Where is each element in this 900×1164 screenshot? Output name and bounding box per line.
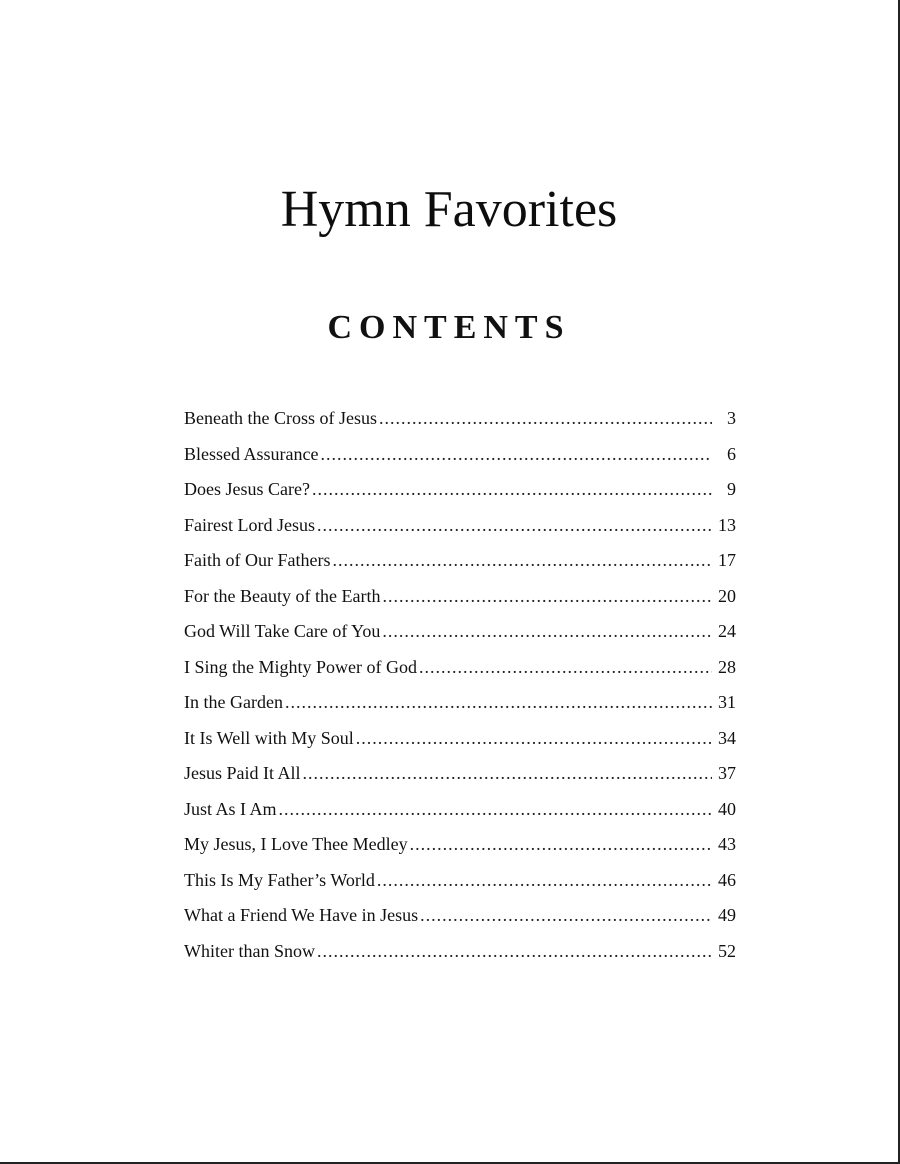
toc-entry-title: My Jesus, I Love Thee Medley	[184, 834, 408, 854]
toc-entry-page: 34	[718, 727, 736, 748]
toc-entry-page: 13	[718, 514, 736, 535]
toc-entry-page: 9	[727, 479, 736, 499]
toc-entry	[184, 614, 736, 650]
toc-entry	[184, 543, 736, 579]
toc-entry	[184, 650, 736, 686]
toc-entry-title: For the Beauty of the Earth	[184, 585, 381, 606]
toc-entry-title: This Is My Father’s World	[184, 869, 375, 890]
toc-entry	[184, 756, 736, 792]
toc-entry-page: 37	[718, 763, 736, 783]
toc-entry-title: God Will Take Care of You	[184, 621, 381, 641]
toc-leader-dots	[382, 579, 712, 615]
toc-leader-dots	[379, 401, 712, 437]
toc-entry-title: Whiter than Snow	[184, 940, 315, 961]
toc-entry	[184, 437, 736, 473]
toc-entry-page: 52	[718, 940, 736, 961]
toc-leader-dots	[317, 508, 712, 544]
toc-entry-page: 31	[718, 692, 736, 712]
toc-entry	[184, 508, 736, 544]
book-title: Hymn Favorites	[280, 181, 618, 238]
toc-entry-page: 40	[718, 798, 736, 819]
toc-leader-dots	[332, 543, 712, 579]
toc-entry-page: 43	[718, 834, 736, 854]
toc-entry-page: 20	[718, 585, 736, 606]
toc-leader-dots	[312, 472, 712, 508]
contents-heading: CONTENTS	[327, 309, 571, 346]
toc-entry-title: In the Garden	[184, 692, 283, 712]
toc-entry-title: Beneath the Cross of Jesus	[184, 408, 377, 428]
toc-entry-title: Fairest Lord Jesus	[184, 514, 315, 535]
toc-leader-dots	[320, 437, 712, 473]
table-of-contents	[184, 401, 736, 969]
toc-entry	[184, 401, 736, 437]
toc-entry-page: 17	[718, 550, 736, 570]
toc-entry-page: 28	[718, 656, 736, 677]
toc-entry-title: It Is Well with My Soul	[184, 727, 354, 748]
toc-leader-dots	[419, 650, 712, 686]
toc-entry-title: Blessed Assurance	[184, 443, 319, 464]
toc-leader-dots	[356, 721, 712, 757]
toc-entry-page: 6	[727, 443, 736, 464]
toc-entry	[184, 579, 736, 615]
toc-leader-dots	[382, 614, 712, 650]
toc-entry-title: What a Friend We Have in Jesus	[184, 905, 419, 925]
toc-leader-dots	[377, 863, 712, 899]
toc-entry	[184, 685, 736, 721]
toc-entry	[184, 472, 736, 508]
toc-entry-title: I Sing the Mighty Power of God	[184, 656, 417, 677]
toc-entry-title: Just As I Am	[184, 798, 277, 819]
toc-entry	[184, 792, 736, 828]
toc-leader-dots	[410, 827, 712, 863]
toc-leader-dots	[285, 685, 712, 721]
toc-leader-dots	[303, 756, 712, 792]
toc-entry-page: 46	[718, 869, 736, 890]
toc-entry-page: 49	[718, 905, 736, 925]
toc-entry	[184, 934, 736, 970]
toc-entry-page: 3	[727, 408, 736, 428]
toc-leader-dots	[420, 898, 712, 934]
toc-entry	[184, 827, 736, 863]
toc-entry	[184, 898, 736, 934]
toc-entry-title: Does Jesus Care?	[184, 479, 310, 499]
toc-entry-title: Jesus Paid It All	[184, 763, 301, 783]
toc-leader-dots	[279, 792, 712, 828]
toc-entry	[184, 863, 736, 899]
toc-entry	[184, 721, 736, 757]
toc-leader-dots	[317, 934, 712, 970]
toc-entry-page: 24	[718, 621, 736, 641]
toc-entry-title: Faith of Our Fathers	[184, 550, 331, 570]
